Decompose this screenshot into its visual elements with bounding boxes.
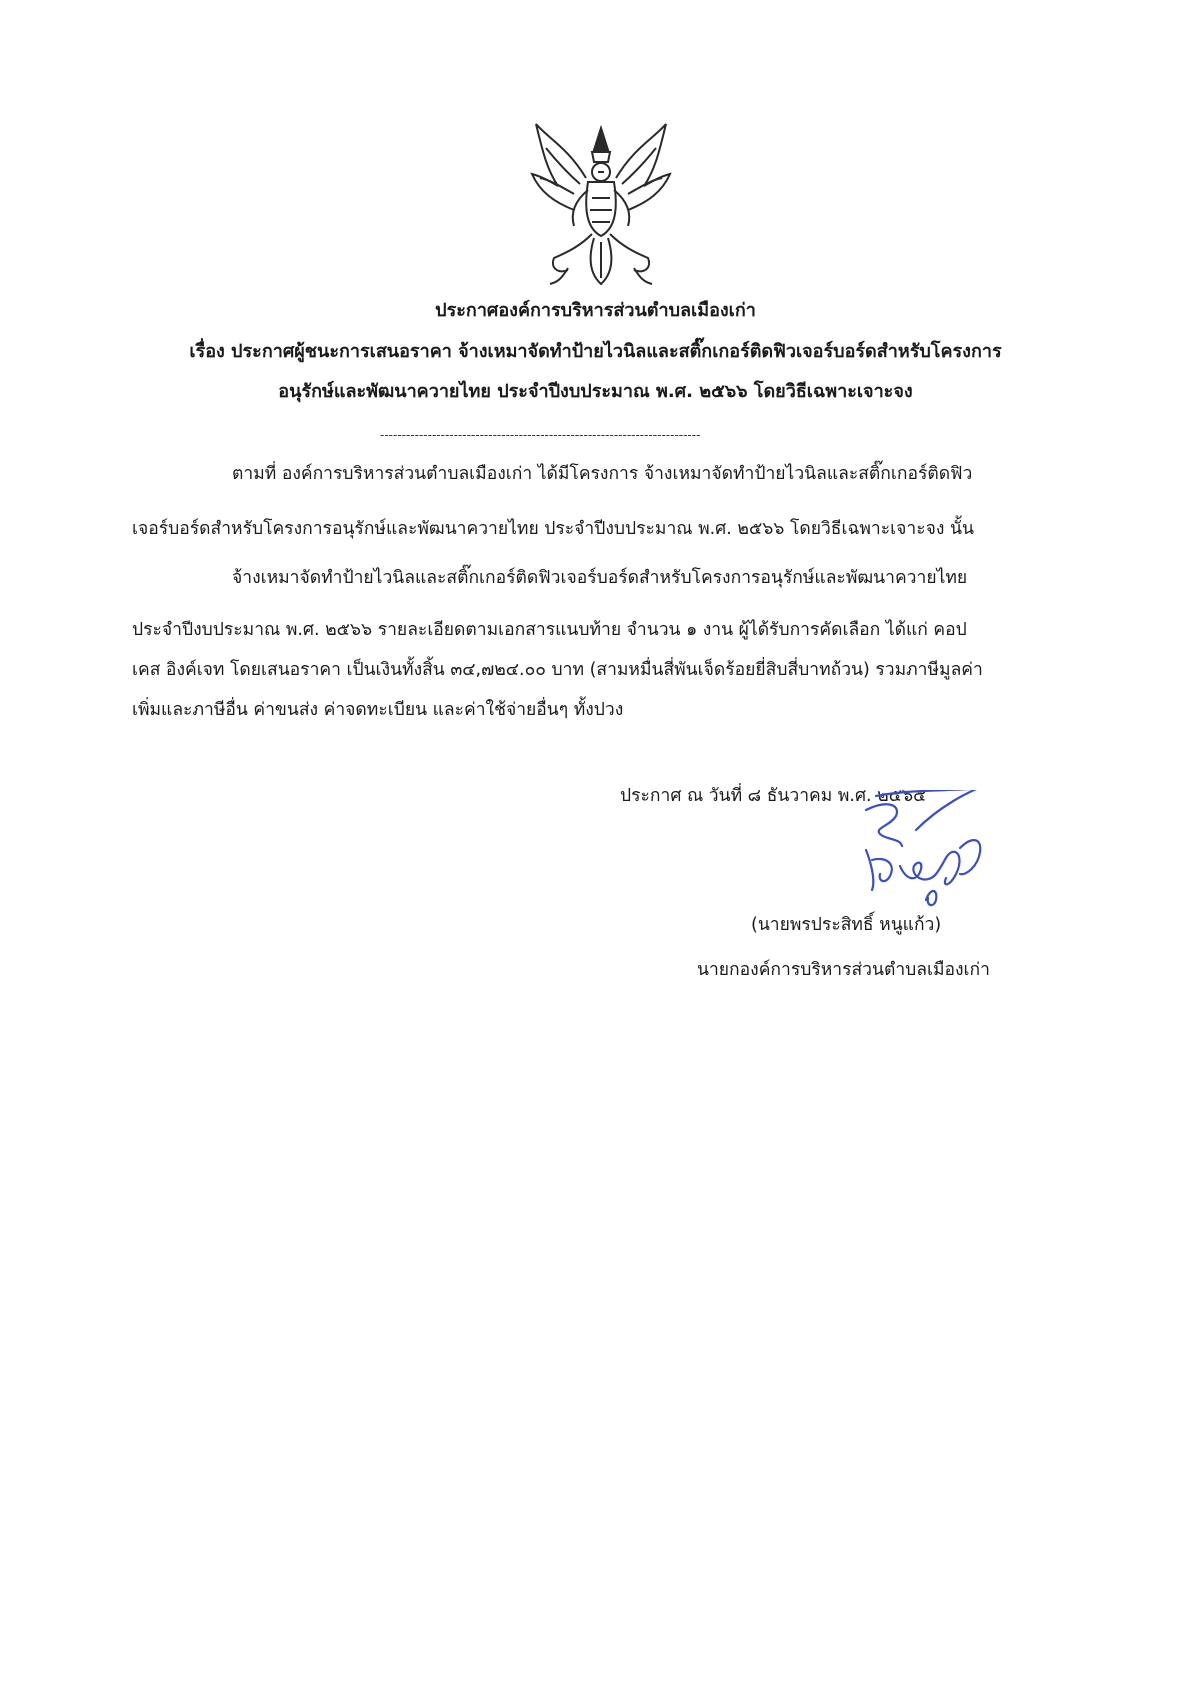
divider-line: -------------------------------------------------------------------------- — [380, 428, 701, 442]
signatory-name: (นายพรประสิทธิ์ หนูแก้ว) — [751, 915, 942, 935]
subject-line-1: เรื่อง ประกาศผู้ชนะการเสนอราคา จ้างเหมาจัดทำป้ายไวนิลและสติ๊กเกอร์ติดฟิวเจอร์บอร์ดสำหรับโครงการ — [189, 341, 1002, 362]
body-line-3: จ้างเหมาจัดทำป้ายไวนิลและสติ๊กเกอร์ติดฟิวเจอร์บอร์ดสำหรับโครงการอนุรักษ์และพัฒนาควายไทย — [232, 568, 968, 588]
body-line-4: ประจำปีงบประมาณ พ.ศ. ๒๕๖๖ รายละเอียดตามเอกสารแนบท้าย จำนวน ๑ งาน ผู้ได้รับการคัดเลือก ได้แก่ คอป — [132, 620, 967, 640]
garuda-emblem-icon — [528, 118, 674, 290]
body-line-2: เจอร์บอร์ดสำหรับโครงการอนุรักษ์และพัฒนาควายไทย ประจำปีงบประมาณ พ.ศ. ๒๕๖๖ โดยวิธีเฉพาะเจาะจง นั้น — [132, 519, 974, 539]
signatory-position: นายกองค์การบริหารส่วนตำบลเมืองเก่า — [697, 960, 990, 980]
body-line-5: เคส อิงค์เจท โดยเสนอราคา เป็นเงินทั้งสิ้น ๓๔,๗๒๔.๐๐ บาท (สามหมื่นสี่พันเจ็ดร้อยยี่สิบสี่บาทถ้วน) รวมภาษีมูลค่า — [132, 660, 983, 680]
handwritten-signature — [856, 790, 1006, 910]
organization-title: ประกาศองค์การบริหารส่วนตำบลเมืองเก่า — [435, 300, 756, 321]
body-line-1: ตามที่ องค์การบริหารส่วนตำบลเมืองเก่า ได้มีโครงการ จ้างเหมาจัดทำป้ายไวนิลและสติ๊กเกอร์ติดฟิว — [232, 464, 973, 484]
announcement-date: ประกาศ ณ วันที่ ๘ ธันวาคม พ.ศ. ๒๕๖๕ — [620, 786, 927, 806]
subject-line-2: อนุรักษ์และพัฒนาควายไทย ประจำปีงบประมาณ พ.ศ. ๒๕๖๖ โดยวิธีเฉพาะเจาะจง — [278, 381, 913, 402]
body-line-6: เพิ่มและภาษีอื่น ค่าขนส่ง ค่าจดทะเบียน และค่าใช้จ่ายอื่นๆ ทั้งปวง — [132, 700, 624, 720]
